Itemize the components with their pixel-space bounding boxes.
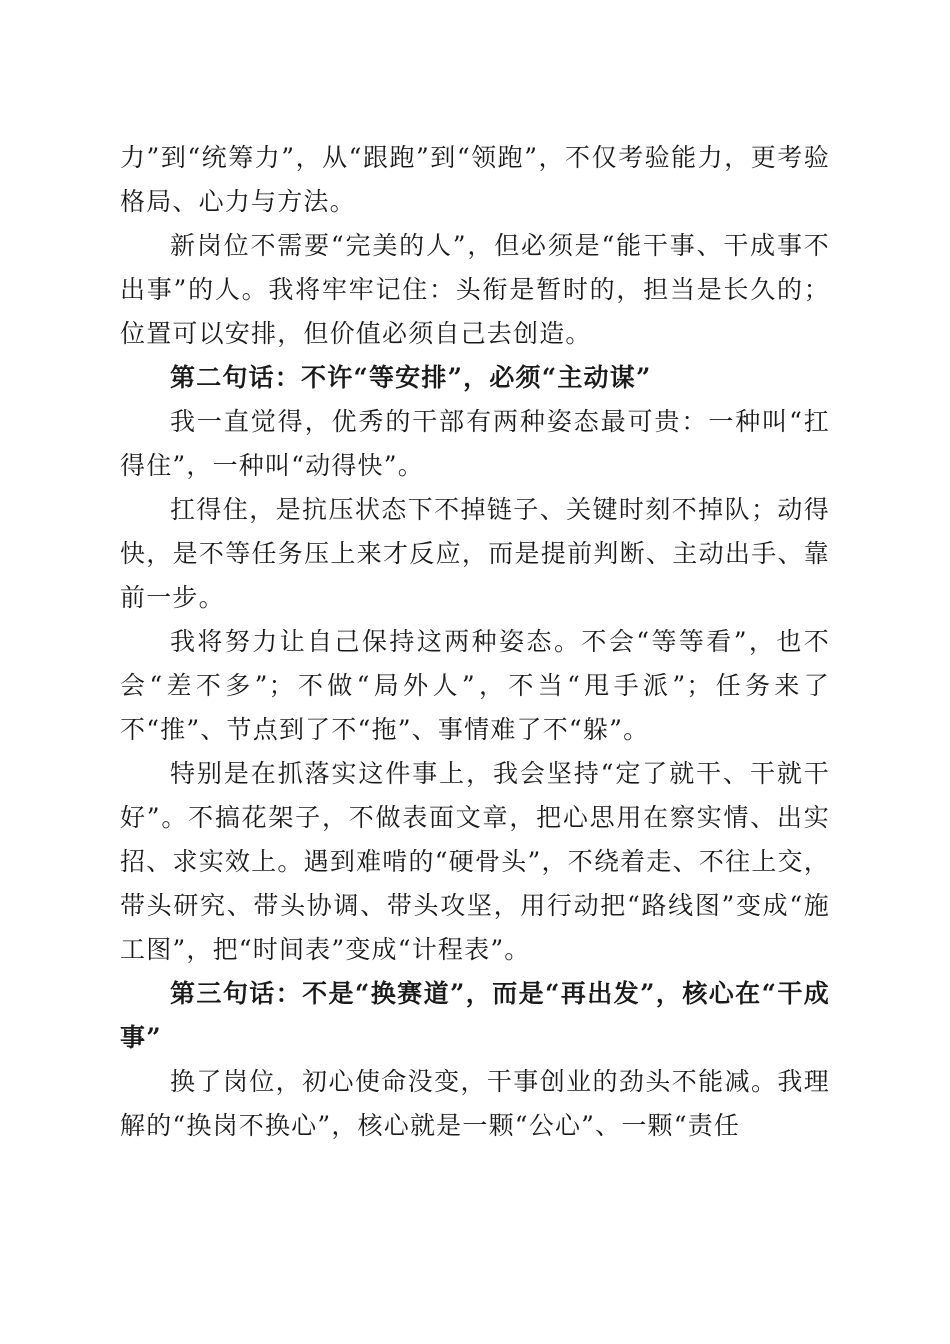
section-heading-third: 第三句话：不是“换赛道”，而是“再出发”，核心在“干成事” xyxy=(120,979,830,1052)
paragraph-continuation: 力”到“统筹力”，从“跟跑”到“领跑”，不仅考验能力，更考验格局、心力与方法。 xyxy=(120,143,830,216)
paragraph-implementation: 特别是在抓落实这件事上，我会坚持“定了就干、干就干好”。不搞花架子，不做表面文章，把心思用在察实情、出实招、求实效上。遇到难啃的“硬骨头”，不绕着走、不往上交，带头研究、带头协调、带头攻坚，用行动把“路线图”变成“施工图”，把“时间表”变成“计程表”。 xyxy=(120,759,830,964)
paragraph-keep-attitudes: 我将努力让自己保持这两种姿态。不会“等等看”，也不会“差不多”；不做“局外人”，不当“甩手派”；任务来了不“推”、节点到了不“拖”、事情难了不“躲”。 xyxy=(120,627,830,744)
document-body xyxy=(120,136,830,1148)
paragraph-change-position: 换了岗位，初心使命没变，干事创业的劲头不能减。我理解的“换岗不换心”，核心就是一颗“公心”、一颗“责任 xyxy=(120,1067,830,1140)
paragraph-endure-act: 扛得住，是抗压状态下不掉链子、关键时刻不掉队；动得快，是不等任务压上来才反应，而是提前判断、主动出手、靠前一步。 xyxy=(120,495,830,612)
paragraph-new-position: 新岗位不需要“完美的人”，但必须是“能干事、干成事不出事”的人。我将牢牢记住：头衔是暂时的，担当是长久的；位置可以安排，但价值必须自己去创造。 xyxy=(120,231,830,348)
section-heading-second: 第二句话：不许“等安排”，必须“主动谋” xyxy=(170,363,652,392)
paragraph-two-attitudes: 我一直觉得，优秀的干部有两种姿态最可贵：一种叫“扛得住”，一种叫“动得快”。 xyxy=(120,407,830,480)
